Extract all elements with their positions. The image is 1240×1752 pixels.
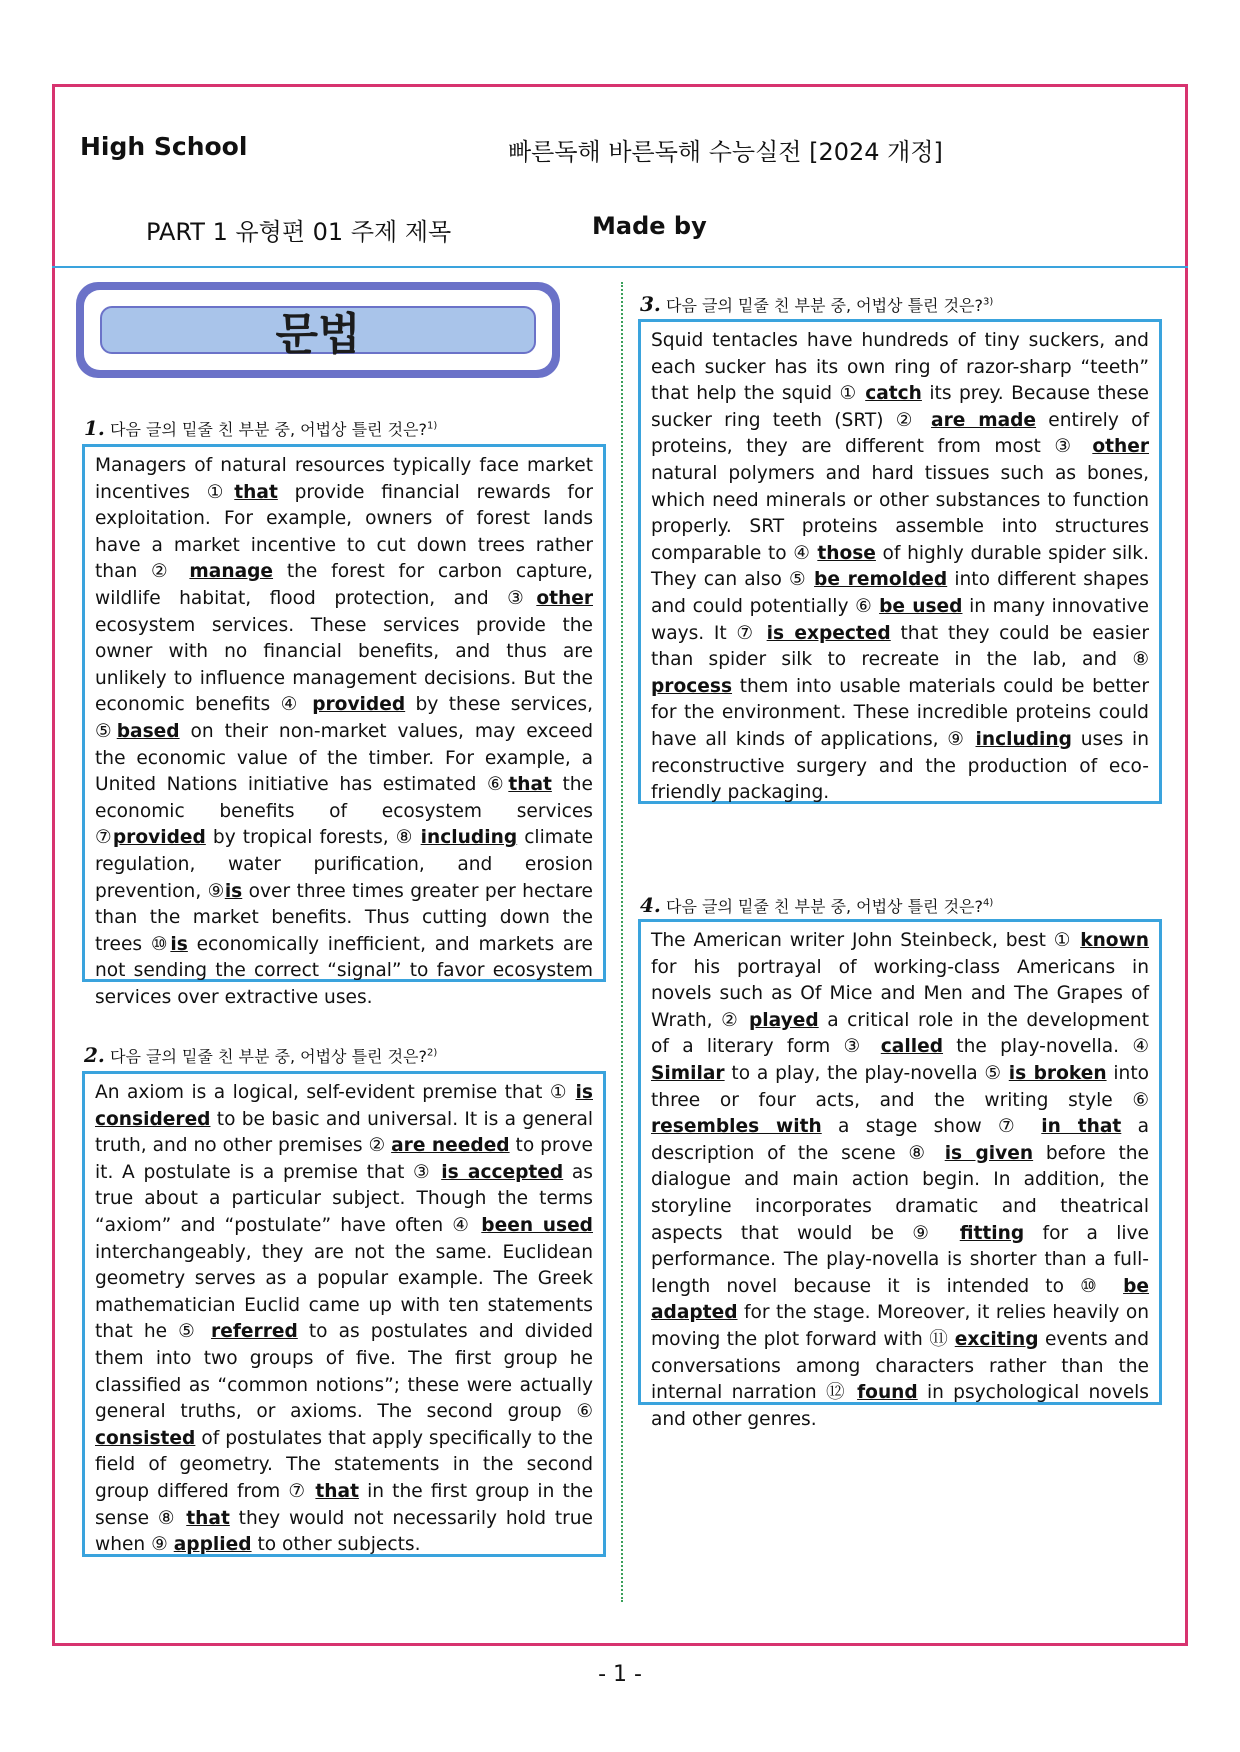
underlined-choice: is accepted (441, 1161, 564, 1183)
passage-text: the forest for carbon capture, wildlife habitat, flood protection, and ③ (95, 561, 593, 609)
passage-text: ecosystem services. These services provide the owner with no financial benefits, and thus are unlikely to influence management decisions. But the economic benefits ④ (95, 614, 593, 716)
underlined-choice: is expected (766, 622, 891, 644)
question-footnote: 1) (427, 420, 438, 432)
underlined-choice: be used (879, 595, 963, 617)
underlined-choice: fitting (959, 1222, 1025, 1244)
passage-text: into different shapes and could potentially ⑥ (651, 569, 1149, 617)
passage-text: entirely of proteins, they are different from most ③ (651, 409, 1149, 458)
underlined-choice: is considered (95, 1082, 593, 1130)
question-number: 3. (640, 292, 661, 316)
section-badge-label: 문법 (100, 306, 536, 354)
underlined-choice: including (975, 728, 1072, 750)
passage-text: climate regulation, water purification, and erosion prevention, ⑨ (95, 827, 594, 902)
underlined-choice: other (536, 587, 593, 609)
passage-text: Managers of natural resources typically face market incentives ① (95, 455, 593, 503)
header-school-level: High School (80, 132, 248, 161)
passage-text: as true about a particular subject. Though the terms “axiom” and “postulate” have often ④ (95, 1161, 593, 1236)
passage-text: by these services, ⑤ (95, 694, 593, 742)
underlined-choice: played (748, 1009, 819, 1031)
passage-text: economically inefficient, and markets are not sending the correct “signal” to favor ecosystem services over extractive uses. (95, 933, 593, 1008)
underlined-choice: provided (112, 827, 206, 849)
passage-text: for a live performance. The play-novella is shorter than a full-length novel because it is intended to ⑩ (651, 1222, 1149, 1297)
underlined-choice: applied (173, 1534, 252, 1556)
underlined-choice: Similar (651, 1062, 725, 1084)
question-prompt: 다음 글의 밑줄 친 부분 중, 어법상 틀린 것은? (109, 1047, 428, 1066)
underlined-choice: are made (931, 409, 1037, 431)
page-number: - 1 - (598, 1662, 642, 1687)
passage-text: in psychological novels and other genres. (651, 1382, 1149, 1430)
passage-text: to as postulates and divided them into two groups of five. The first group he classified as “common notions”; these were actually general truths, or axioms. The second group ⑥ (95, 1321, 593, 1423)
underlined-choice: called (880, 1036, 944, 1058)
passage-text: natural polymers and hard tissues such as bones, which need minerals or other substances to function properly. SRT proteins assemble into structures comparable to ④ (651, 462, 1149, 564)
passage-text: before the dialogue and main action begin. In addition, the storyline incorporates dramatic and theatrical aspects that would be ⑨ (651, 1142, 1149, 1244)
passage-text: events and conversations among characters rather than the internal narration ⑫ (651, 1328, 1150, 1404)
passage-text: to a play, the play-novella ⑤ (724, 1062, 1009, 1084)
question-prompt: 다음 글의 밑줄 친 부분 중, 어법상 틀린 것은? (109, 420, 428, 439)
underlined-choice: referred (211, 1321, 298, 1343)
passage-text: interchangeably, they are not the same. Euclidean geometry serves as a popular example. The Greek mathematician Euclid came up with ten statements that he ⑤ (95, 1241, 593, 1343)
header-part: PART 1 유형편 01 주제 제목 (146, 218, 452, 246)
underlined-choice: is (170, 933, 188, 955)
passage-text: over three times greater per hectare than the market benefits. Thus cutting down the trees ⑩ (95, 880, 593, 955)
passage-text: of postulates that apply specifically to the field of geometry. The statements in the second group differed from ⑦ (95, 1427, 593, 1502)
question-title (640, 292, 993, 316)
passage-text: for the stage. Moreover, it relies heavily on moving the plot forward with ⑪ (651, 1302, 1149, 1350)
passage-box (82, 1071, 606, 1557)
passage-text: uses in reconstructive surgery and the production of eco-friendly packaging. (651, 728, 1149, 804)
underlined-choice: manage (189, 561, 274, 583)
underlined-choice: that (234, 481, 278, 503)
underlined-choice: in that (1041, 1116, 1122, 1138)
header-rule (52, 266, 1188, 268)
underlined-choice: known (1080, 930, 1149, 951)
passage-text: they would not necessarily hold true when ⑨ (95, 1507, 593, 1556)
underlined-choice: other (1092, 436, 1149, 458)
question-title (640, 893, 993, 917)
passage-box (82, 444, 606, 1008)
section-badge (76, 282, 560, 378)
underlined-choice: that (315, 1480, 359, 1502)
header-made-by: Made by (592, 212, 707, 240)
passage-text: Squid tentacles have hundreds of tiny suckers, and each sucker has its own ring of razor-sharp “teeth” that help the squid ① (651, 330, 1149, 405)
passage-text: them into usable materials could be better for the environment. These incredible proteins could have all kinds of applications, ⑨ (651, 675, 1149, 750)
question-number: 2. (84, 1043, 105, 1067)
passage-text: by tropical forests, ⑧ (205, 827, 421, 849)
passage-text: on their non-market values, may exceed the economic value of the timber. For example, a United Nations initiative has estimated ⑥ (95, 720, 593, 796)
passage-text: its prey. Because these sucker ring teeth (SRT) ② (651, 383, 1149, 431)
passage-box (638, 919, 1162, 1430)
underlined-choice: be adapted (651, 1275, 1149, 1324)
question-title (84, 416, 437, 440)
passage-text: provide financial rewards for exploitation. For example, owners of forest lands have a market incentive to cut down trees rather than ② (95, 481, 593, 583)
passage-text: a stage show ⑦ (821, 1116, 1042, 1138)
passage-text: the economic benefits of ecosystem services ⑦ (95, 774, 593, 849)
passage-text: in the first group in the sense ⑧ (95, 1480, 594, 1529)
underlined-choice: is given (944, 1142, 1034, 1164)
underlined-choice: been used (481, 1214, 593, 1236)
passage-text: of highly durable spider silk. They can also ⑤ (651, 542, 1149, 591)
header-book-title: 빠른독해 바른독해 수능실전 [2024 개정] (508, 138, 943, 166)
passage-text: the play-novella. ④ (943, 1036, 1150, 1058)
underlined-choice: consisted (95, 1427, 196, 1449)
question-footnote: 3) (983, 296, 994, 308)
question-prompt: 다음 글의 밑줄 친 부분 중, 어법상 틀린 것은? (665, 296, 984, 315)
question-title (84, 1043, 437, 1067)
passage-text: to be basic and universal. It is a general truth, and no other premises ② (95, 1108, 593, 1157)
passage-text: for his portrayal of working-class Americans in novels such as Of Mice and Men and The Grapes of Wrath, ② (651, 956, 1149, 1031)
question-number: 1. (84, 416, 105, 440)
question-number: 4. (640, 893, 661, 917)
underlined-choice: based (116, 720, 180, 742)
underlined-choice: is (224, 880, 243, 902)
underlined-choice: is broken (1008, 1062, 1107, 1084)
underlined-choice: that (186, 1507, 230, 1529)
underlined-choice: those (817, 542, 876, 564)
underlined-choice: that (508, 774, 552, 796)
passage-box (638, 319, 1162, 804)
question-prompt: 다음 글의 밑줄 친 부분 중, 어법상 틀린 것은? (665, 897, 984, 916)
passage-text: An axiom is a logical, self-evident premise that ① (95, 1082, 576, 1103)
passage-text: into three or four acts, and the writing style ⑥ (651, 1062, 1149, 1111)
column-divider (621, 282, 623, 1602)
passage-text: in many innovative ways. It ⑦ (651, 595, 1149, 644)
underlined-choice: including (420, 827, 518, 849)
passage-text: that they could be easier than spider silk to recreate in the lab, and ⑧ (651, 622, 1149, 671)
passage-text: to prove it. A postulate is a premise that ③ (95, 1135, 593, 1183)
underlined-choice: resembles with (651, 1116, 822, 1138)
underlined-choice: provided (312, 694, 406, 716)
passage-text: a critical role in the development of a literary form ③ (651, 1009, 1149, 1058)
underlined-choice: are needed (391, 1135, 510, 1157)
underlined-choice: be remolded (814, 569, 948, 591)
underlined-choice: process (651, 675, 733, 697)
passage-text: The American writer John Steinbeck, best ① (651, 930, 1081, 951)
question-footnote: 2) (427, 1047, 438, 1059)
underlined-choice: found (857, 1382, 918, 1404)
passage-text: a description of the scene ⑧ (651, 1116, 1149, 1164)
passage-text: to other subjects. (251, 1534, 421, 1556)
underlined-choice: exciting (954, 1328, 1039, 1350)
question-footnote: 4) (983, 897, 994, 909)
underlined-choice: catch (865, 383, 922, 405)
